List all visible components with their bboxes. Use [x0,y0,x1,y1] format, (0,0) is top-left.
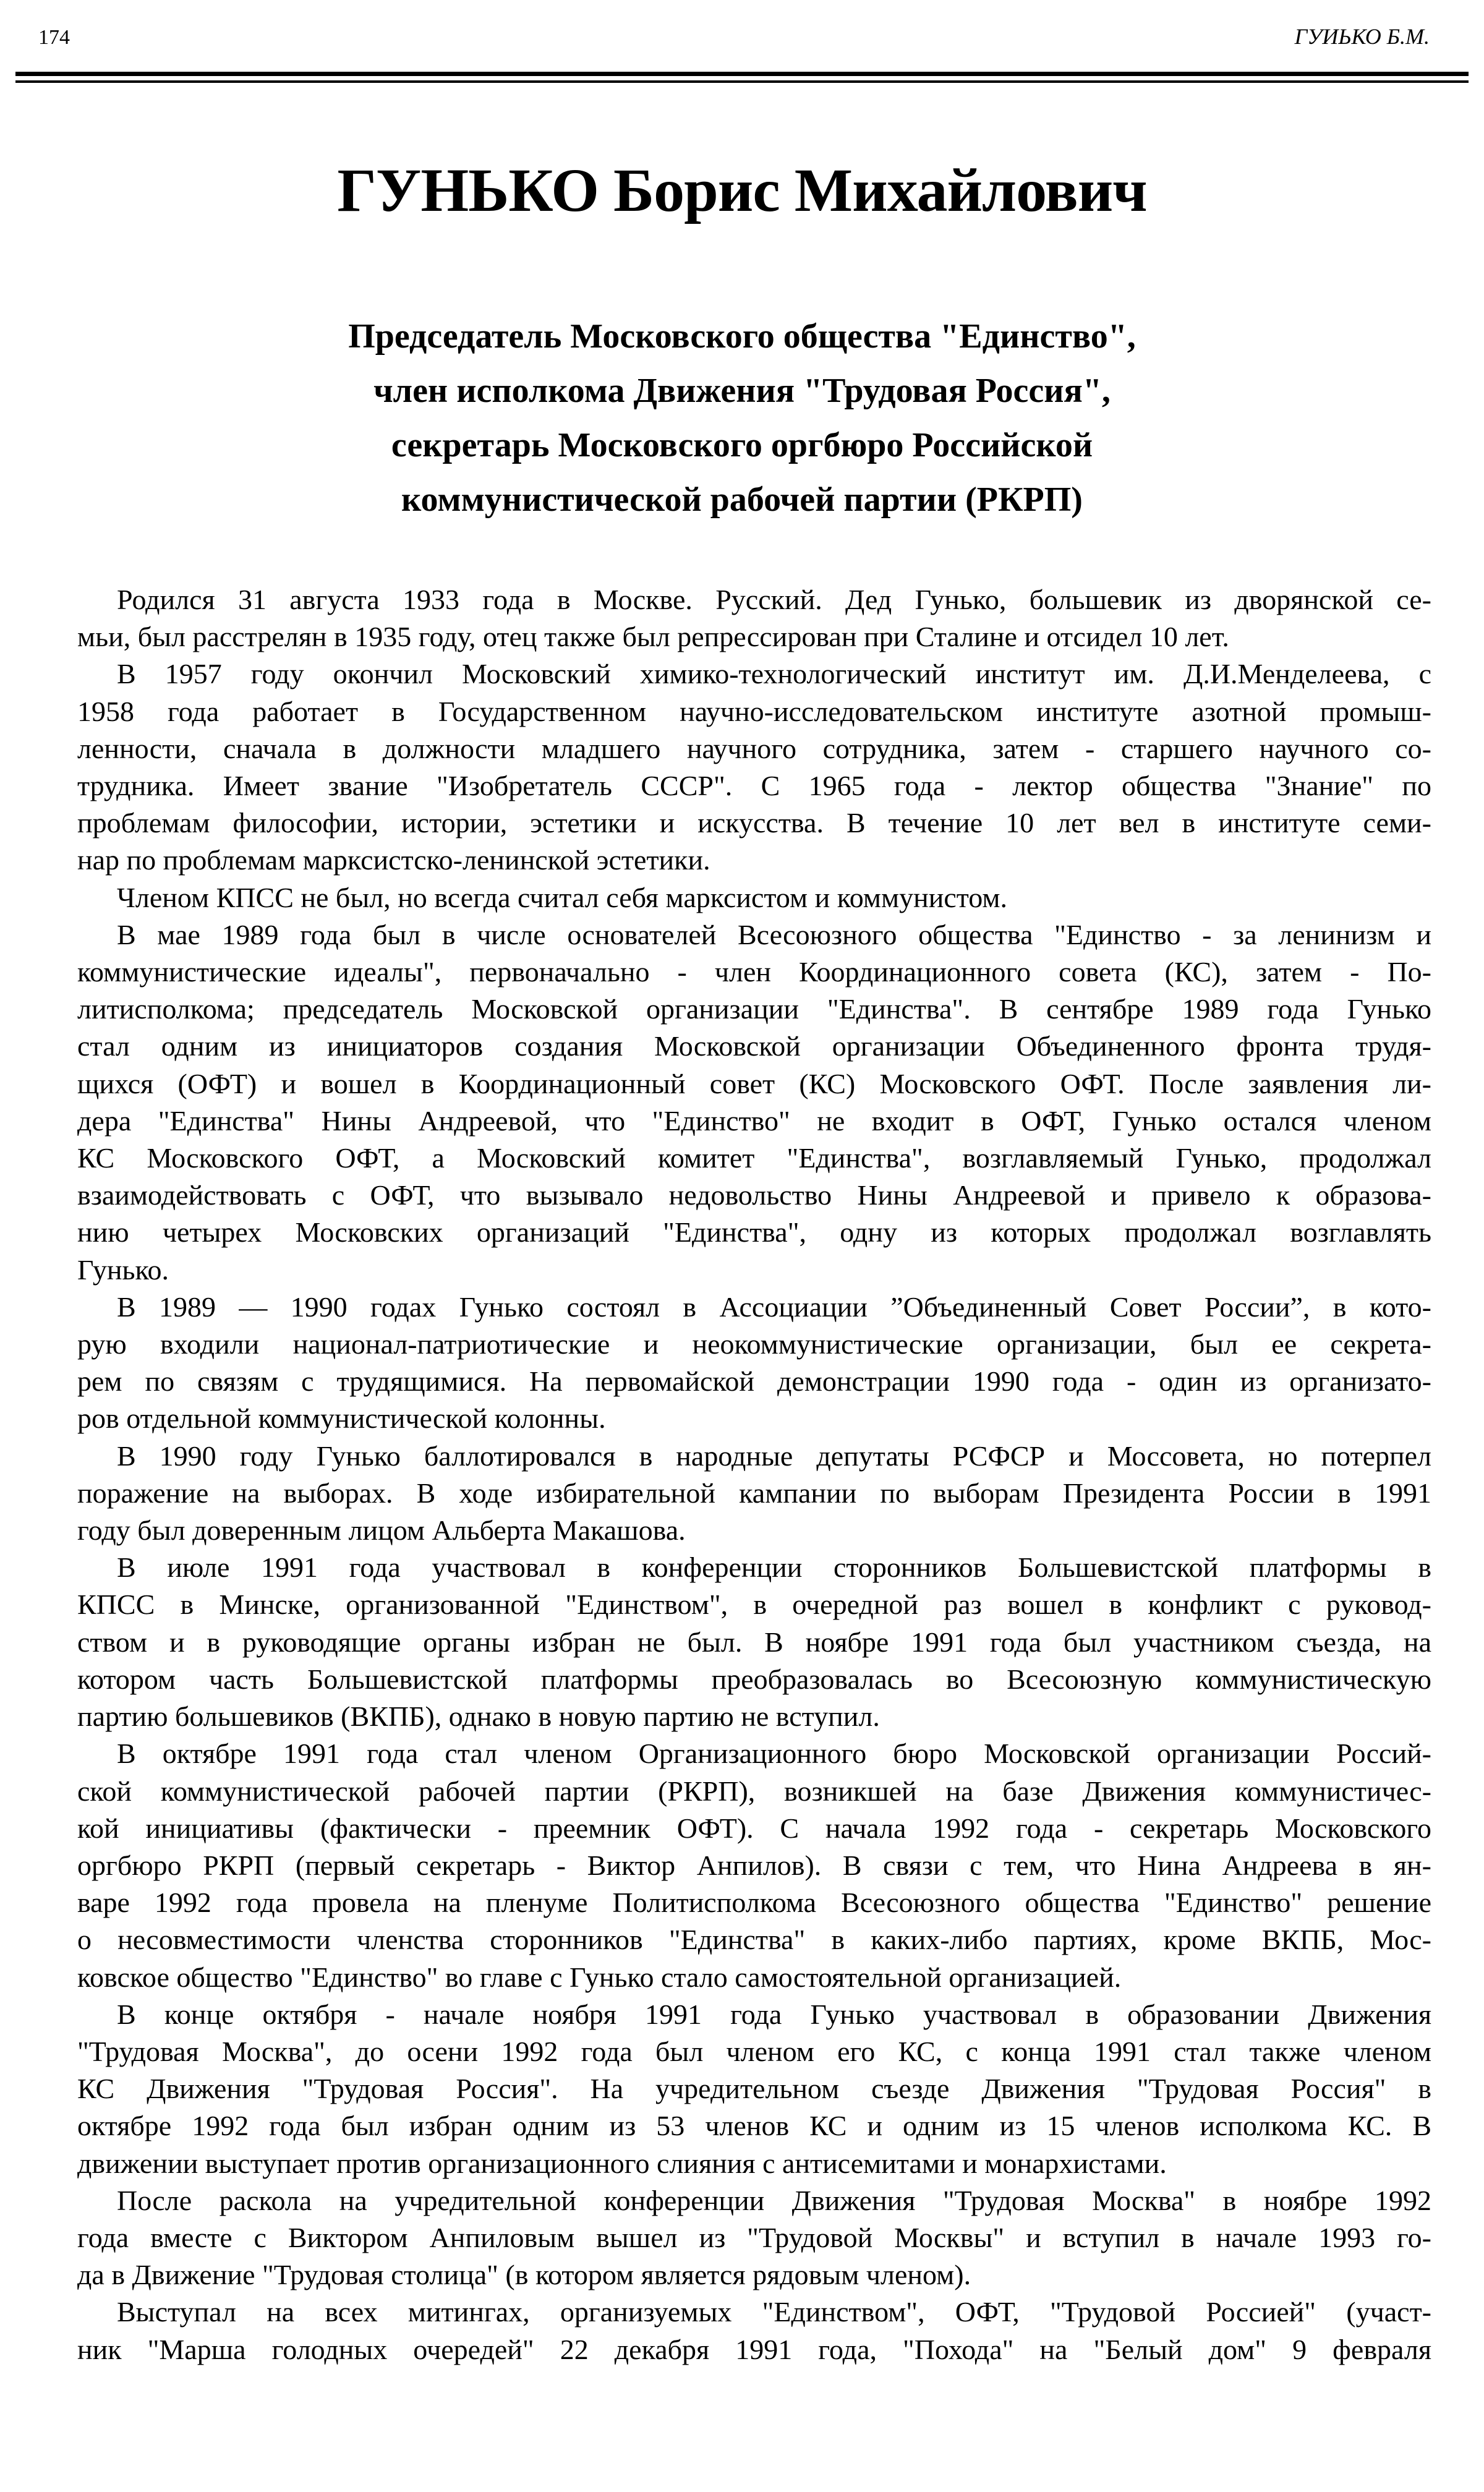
text-line: В 1990 году Гунько баллотировался в народные депутаты РСФСР и Моссовета, но потерпел [117,1440,1431,1472]
text-line: рую входили национал-патриотические и неокоммунистические организации, был ее секрета- [77,1328,1431,1360]
text-line: В мае 1989 года был в числе основателей Всесоюзного общества "Единство - за ленинизм и [117,918,1431,950]
paragraph [77,581,1431,655]
subtitle [0,309,1484,527]
paragraph [77,655,1431,879]
text-line: году был доверенным лицом Альберта Макашова. [77,1514,686,1547]
text-line: движении выступает против организационного слияния с антисемитами и монархистами. [77,2147,1167,2179]
paragraph [77,2294,1431,2368]
text-line: ник "Марша голодных очередей" 22 декабря 1991 года, "Похода" на "Белый дом" 9 февраля [77,2333,1431,2365]
text-line: оргбюро РКРП (первый секретарь - Виктор Анпилов). В связи с тем, что Нина Андреева в ян- [77,1849,1431,1881]
subtitle-line: секретарь Московского оргбюро Российской [391,426,1093,464]
paragraph [77,916,1431,1289]
page-title: ГУНЬКО Борис Михайлович [337,156,1147,224]
body-text [77,581,1431,2368]
text-line: стал одним из инициаторов создания Московской организации Объединенного фронта трудя- [77,1030,1431,1062]
subtitle-line: Председатель Московского общества "Единство", [348,317,1136,356]
text-line: ров отдельной коммунистической колонны. [77,1402,606,1435]
text-line: ковское общество "Единство" во главе с Гунько стало самостоятельной организацией. [77,1961,1122,1993]
text-line: нию четырех Московских организаций "Единства", одну из которых продолжал возглавлять [77,1216,1431,1248]
text-line: В 1989 — 1990 годах Гунько состоял в Ассоциации ”Объединенный Совет России”, в кото- [117,1291,1431,1323]
text-line: года вместе с Виктором Анпиловым вышел из "Трудовой Москвы" и вступил в начале 1993 го- [77,2221,1431,2253]
text-line: литисполкома; председатель Московской организации "Единства". В сентябре 1989 года Гунько [77,993,1431,1025]
text-line: варе 1992 года провела на пленуме Политисполкома Всесоюзного общества "Единство" решение [77,1887,1431,1919]
text-line: котором часть Большевистской платформы преобразовалась во Всесоюзную коммунистическую [77,1663,1431,1695]
text-line: дера "Единства" Нины Андреевой, что "Единство" не входит в ОФТ, Гунько остался членом [77,1104,1431,1137]
text-line: кой инициативы (фактически - преемник ОФТ). С начала 1992 года - секретарь Московского [77,1812,1431,1844]
text-line: КПСС в Минске, организованной "Единством", в очередной раз вошел в конфликт с руковод- [77,1589,1431,1621]
text-line: мьи, был расстрелян в 1935 году, отец также был репрессирован при Сталине и отсидел 10 лет. [77,621,1229,653]
subtitle-line: член исполкома Движения "Трудовая Россия", [373,372,1111,410]
page-number: 174 [38,26,70,49]
text-line: щихся (ОФТ) и вошел в Координационный совет (КС) Московского ОФТ. После заявления ли- [77,1067,1431,1099]
text-line: Родился 31 августа 1933 года в Москве. Русский. Дед Гунько, большевик из дворянской се- [117,584,1431,615]
text-line: В конце октября - начале ноября 1991 года Гунько участвовал в образовании Движения [117,1998,1431,2030]
running-head: ГУИЬКО Б.М. [1294,24,1430,49]
text-line: Членом КПСС не был, но всегда считал себя марксистом и коммунистом. [117,881,1007,913]
text-line: коммунистические идеалы", первоначально - член Координационного совета (КС), затем - По- [77,956,1431,988]
text-line: да в Движение "Трудовая столица" (в котором является рядовым членом). [77,2259,971,2291]
text-line: КС Движения "Трудовая Россия". На учредительном съезде Движения "Трудовая Россия" в [77,2073,1431,2105]
paragraph [77,879,1431,916]
text-line: 1958 года работает в Государственном научно-исследовательском институте азотной промыш- [77,695,1431,727]
text-line: рем по связям с трудящимися. На первомайской демонстрации 1990 года - один из организато- [77,1365,1431,1397]
paragraph [77,2182,1431,2294]
text-line: трудника. Имеет звание "Изобретатель СССР". С 1965 года - лектор общества "Знание" по [77,770,1431,802]
text-line: В октябре 1991 года стал членом Организационного бюро Московской организации Россий- [117,1738,1431,1770]
paragraph [77,1438,1431,1550]
text-line: взаимодействовать с ОФТ, что вызывало недовольство Нины Андреевой и привело к образова- [77,1179,1431,1211]
text-line: "Трудовая Москва", до осени 1992 года был членом его КС, с конца 1991 стал также членом [77,2035,1431,2067]
text-line: нар по проблемам марксистско-ленинской эстетики. [77,844,710,876]
text-line: ской коммунистической рабочей партии (РКРП), возникшей на базе Движения коммунистичес- [77,1775,1431,1807]
text-line: Гунько. [77,1253,169,1286]
paragraph [77,1735,1431,1995]
text-line: проблемам философии, истории, эстетики и искусства. В течение 10 лет вел в институте семи- [77,807,1431,839]
paragraph [77,1289,1431,1438]
header-rule-thin [15,80,1469,83]
text-line: В июле 1991 года участвовал в конференции сторонников Большевистской платформы в [117,1551,1431,1584]
paragraph [77,1549,1431,1735]
text-line: Выступал на всех митингах, организуемых "Единством", ОФТ, "Трудовой Россией" (участ- [117,2296,1431,2328]
text-line: После раскола на учредительной конференции Движения "Трудовая Москва" в ноябре 1992 [117,2184,1431,2216]
header-rule-thick [15,72,1469,76]
text-line: В 1957 году окончил Московский химико-технологический институт им. Д.И.Менделеева, с [117,658,1431,690]
text-line: партию большевиков (ВКПБ), однако в новую партию не вступил. [77,1700,880,1733]
text-line: о несовместимости членства сторонников "Единства" в каких-либо партиях, кроме ВКПБ, Мос- [77,1924,1431,1956]
subtitle-line: коммунистической рабочей партии (РКРП) [401,480,1083,519]
paragraph [77,1996,1431,2182]
text-line: ленности, сначала в должности младшего научного сотрудника, затем - старшего научного со- [77,732,1431,764]
text-line: КС Московского ОФТ, а Московский комитет "Единства", возглавляемый Гунько, продолжал [77,1142,1431,1174]
text-line: октябре 1992 года был избран одним из 53 членов КС и одним из 15 членов исполкома КС. В [77,2110,1431,2142]
text-line: поражение на выборах. В ходе избирательной кампании по выборам Президента России в 1991 [77,1477,1431,1509]
text-line: ством и в руководящие органы избран не был. В ноябре 1991 года был участником съезда, на [77,1626,1431,1658]
